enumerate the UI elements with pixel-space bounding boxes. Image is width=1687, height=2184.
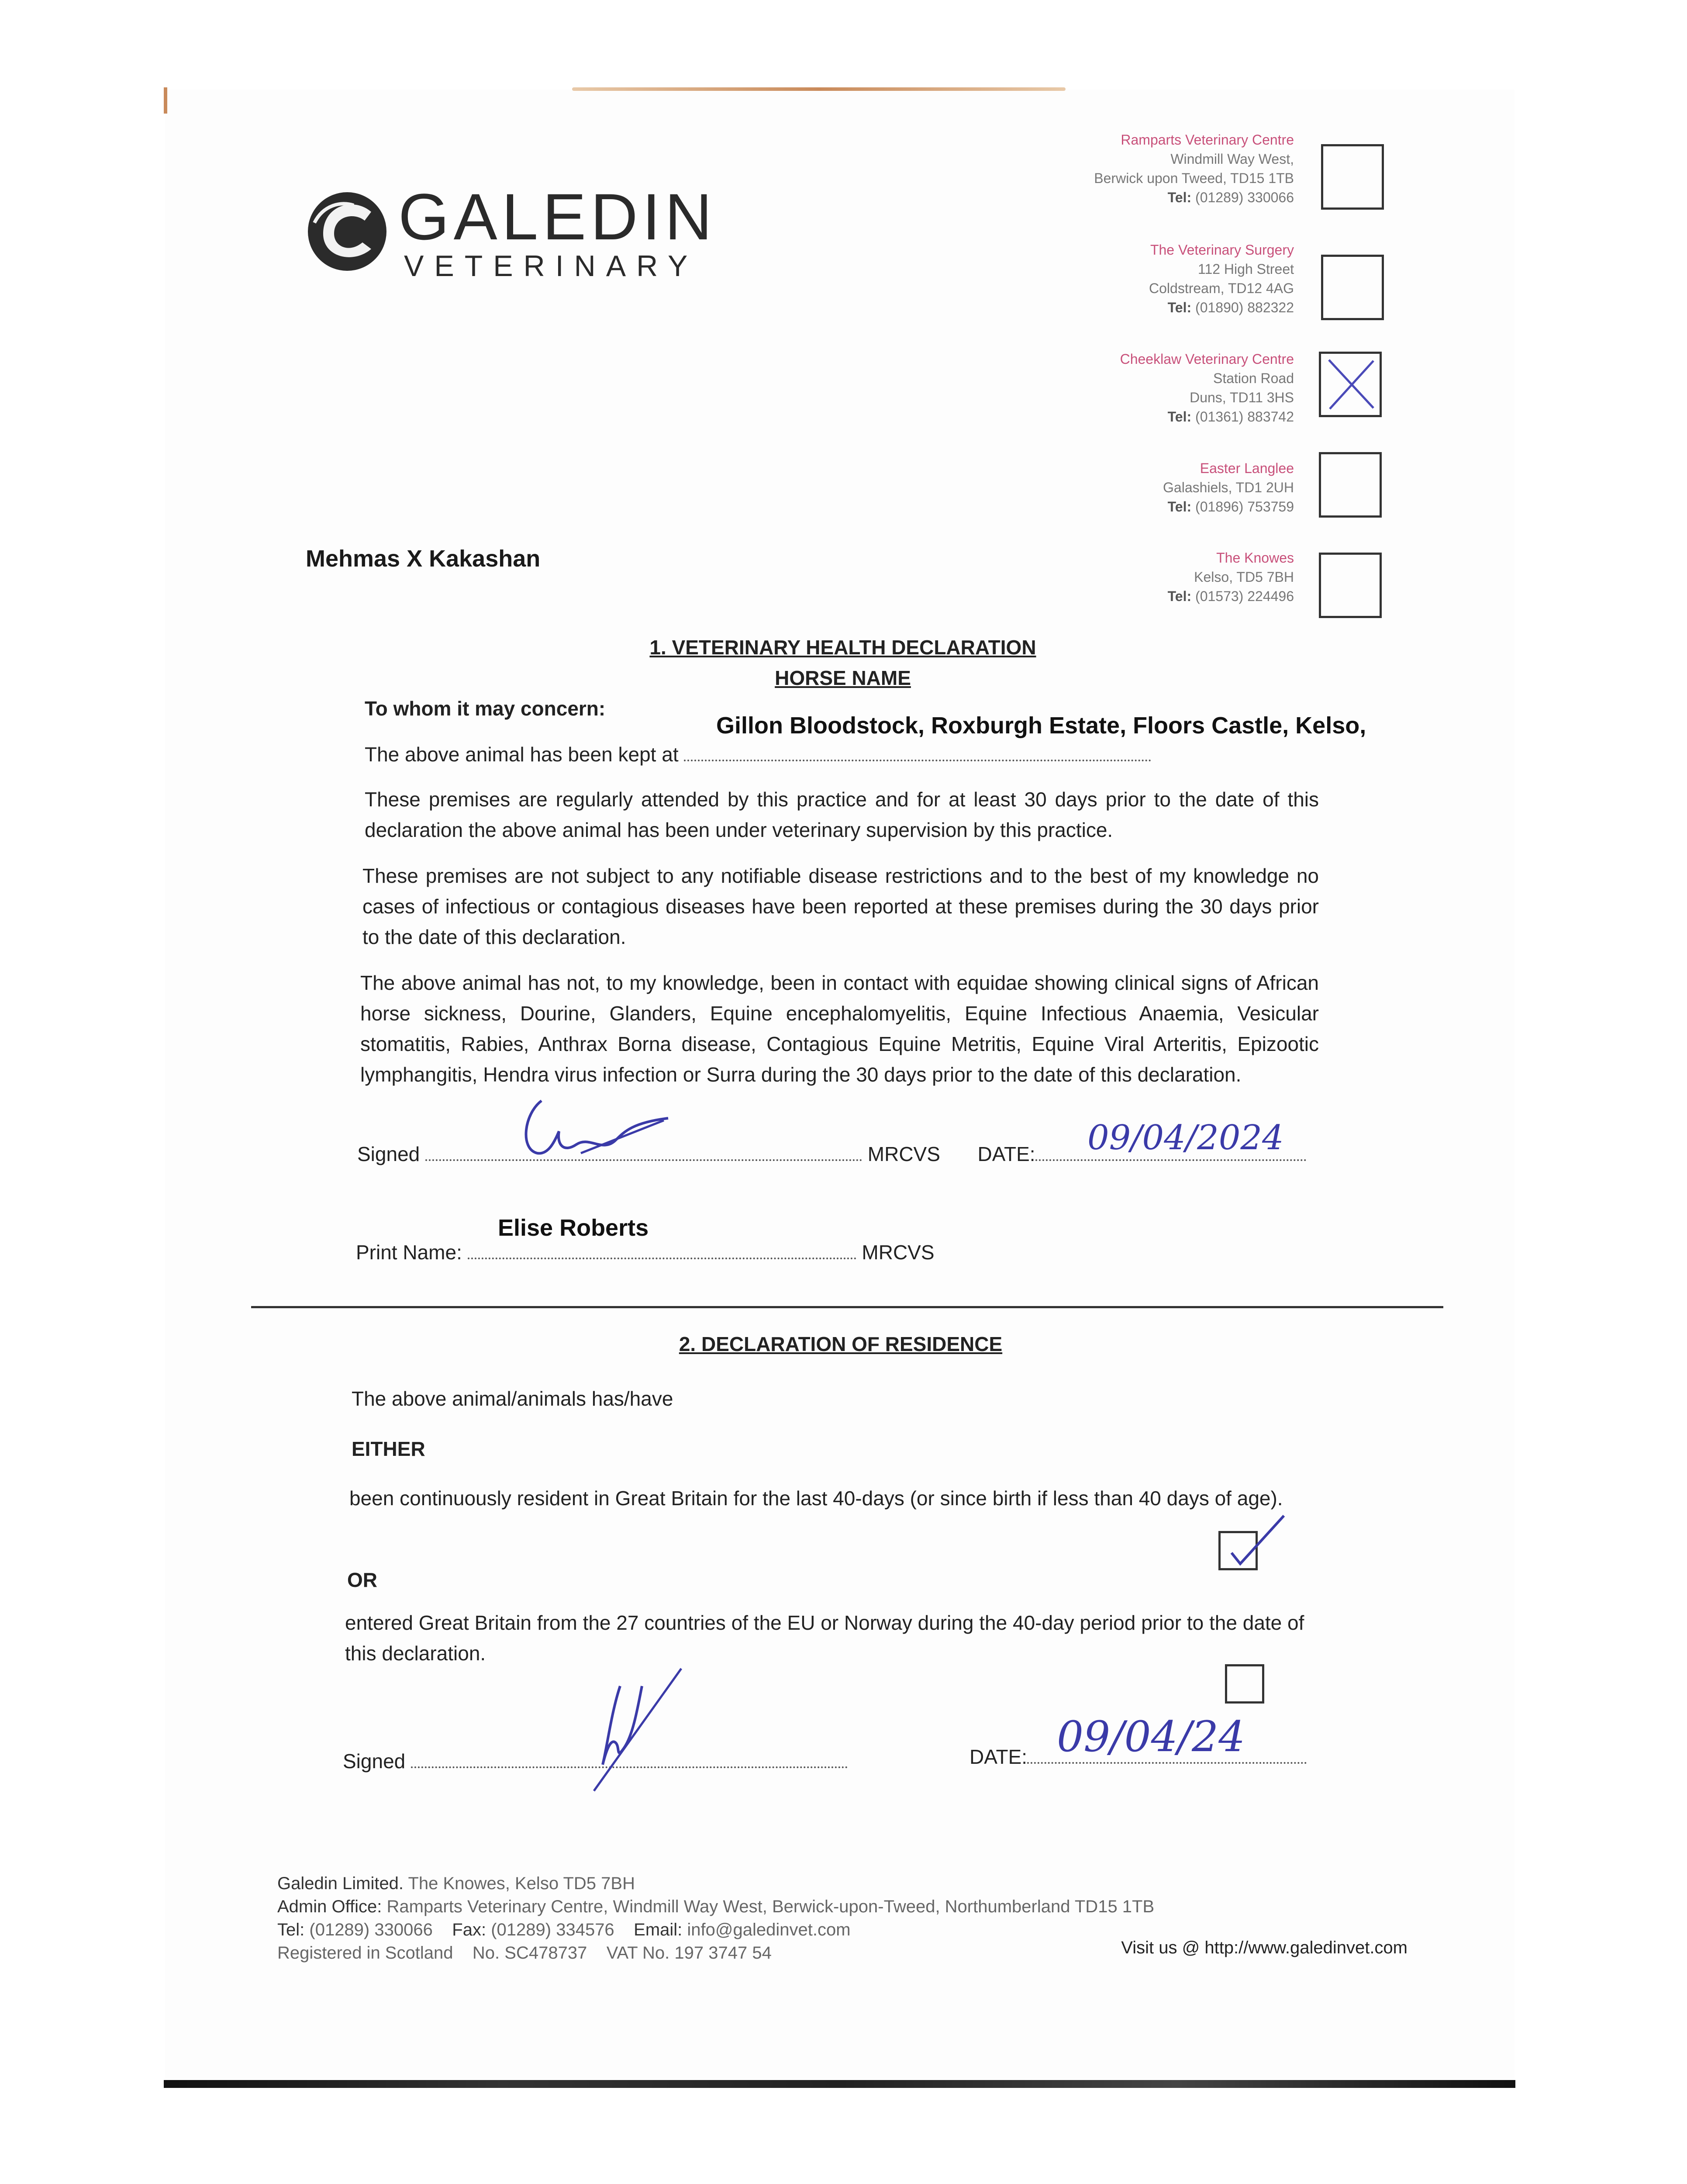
practice-tel: (01573) 224496 xyxy=(1195,588,1294,604)
practice-address: Windmill Way West, xyxy=(1170,151,1294,167)
practice-address: 112 High Street xyxy=(1198,261,1294,277)
logo-name: GALEDIN xyxy=(398,180,717,253)
footer-contact-line xyxy=(277,1918,851,1942)
practice-the-knowes xyxy=(1168,548,1294,606)
footer-vat: VAT No. 197 3747 54 xyxy=(606,1943,772,1963)
practice-ramparts xyxy=(1094,130,1294,207)
signed-label: Signed xyxy=(357,1143,420,1165)
date-label: DATE: xyxy=(977,1143,1035,1165)
footer-registered: Registered in Scotland xyxy=(277,1943,453,1963)
footer-registration-line xyxy=(277,1941,772,1965)
practice-name: Cheeklaw Veterinary Centre xyxy=(1120,351,1294,367)
practice-address: Berwick upon Tweed, TD15 1TB xyxy=(1094,170,1294,186)
horse-name-heading: HORSE NAME xyxy=(775,667,911,689)
declaration-paragraph-2: These premises are not subject to any notifiable disease restrictions and to the best of my knowledge no cases of infectious or contagious diseases have been reported at these premises during the 30 days prior to the date of this declaration. xyxy=(362,864,1319,948)
date-field[interactable] xyxy=(1027,1762,1307,1764)
residence-intro: The above animal/animals has/have xyxy=(352,1387,673,1410)
cross-mark-icon xyxy=(1321,354,1380,415)
practice-address: Duns, TD11 3HS xyxy=(1190,390,1294,405)
footer-visit-link[interactable]: Visit us @ http://www.galedinvet.com xyxy=(1121,1938,1408,1957)
footer-company-address: The Knowes, Kelso TD5 7BH xyxy=(408,1874,635,1893)
practice-address: Galashiels, TD1 2UH xyxy=(1163,480,1294,495)
practice-checkbox-cheeklaw[interactable] xyxy=(1319,352,1382,417)
footer-email[interactable]: info@galedinvet.com xyxy=(687,1920,851,1939)
footer-tel-label: Tel: xyxy=(277,1920,305,1939)
print-name-label: Print Name: xyxy=(356,1241,462,1264)
residence-option-2-checkbox[interactable] xyxy=(1225,1664,1264,1704)
footer-admin-line xyxy=(277,1895,1154,1918)
signed-label: Signed xyxy=(343,1750,406,1773)
practice-name: The Veterinary Surgery xyxy=(1150,242,1294,258)
footer-email-label: Email: xyxy=(634,1920,683,1939)
print-name-value: Elise Roberts xyxy=(498,1215,649,1241)
print-name-line xyxy=(356,1241,935,1264)
section-divider xyxy=(251,1306,1443,1308)
either-label: EITHER xyxy=(352,1438,425,1460)
tick-mark-icon xyxy=(1223,1511,1288,1572)
page-edge-top xyxy=(572,87,1066,91)
practice-address: Coldstream, TD12 4AG xyxy=(1149,280,1294,296)
practice-tel: (01896) 753759 xyxy=(1195,499,1294,515)
logo-subtitle: VETERINARY xyxy=(404,249,698,283)
practice-veterinary-surgery xyxy=(1149,240,1294,317)
tel-label: Tel: xyxy=(1167,190,1192,205)
page-edge-bottom xyxy=(164,2080,1515,2088)
kept-at-line xyxy=(365,743,1151,766)
to-whom-label: To whom it may concern: xyxy=(365,697,606,720)
section2-heading: 2. DECLARATION OF RESIDENCE xyxy=(679,1333,1003,1355)
signature-1-icon xyxy=(515,1088,681,1171)
section1-date-handwritten: 09/04/2024 xyxy=(1087,1118,1284,1158)
horse-owner-name: Mehmas X Kakashan xyxy=(306,546,541,572)
page-edge-left xyxy=(164,87,167,114)
practice-cheeklaw xyxy=(1120,349,1294,426)
section1-heading: 1. VETERINARY HEALTH DECLARATION xyxy=(649,636,1036,659)
practice-tel: (01289) 330066 xyxy=(1195,190,1294,205)
practice-name: Easter Langlee xyxy=(1200,460,1294,476)
mrcvs-label: MRCVS xyxy=(862,1241,935,1264)
practice-checkbox-easter-langlee[interactable] xyxy=(1319,452,1382,518)
residence-option-2: entered Great Britain from the 27 countries of the EU or Norway during the 40-day period prior to the date of this declaration. xyxy=(345,1611,1304,1665)
tel-label: Tel: xyxy=(1167,499,1192,515)
galedin-logo-icon xyxy=(306,188,389,275)
footer-fax: (01289) 334576 xyxy=(491,1920,614,1939)
tel-label: Tel: xyxy=(1167,300,1192,315)
footer-admin-label: Admin Office: xyxy=(277,1897,382,1916)
date-field[interactable] xyxy=(1035,1159,1306,1161)
footer-company: Galedin Limited. xyxy=(277,1874,404,1893)
residence-option-1: been continuously resident in Great Britain for the last 40-days (or since birth if less than 40 days of age). xyxy=(349,1487,1283,1510)
or-label: OR xyxy=(347,1569,377,1591)
practice-tel: (01361) 883742 xyxy=(1195,409,1294,425)
footer-company-line xyxy=(277,1872,635,1895)
practice-checkbox-veterinary-surgery[interactable] xyxy=(1321,255,1384,320)
footer-company-number: No. SC478737 xyxy=(472,1943,587,1963)
footer-admin-address: Ramparts Veterinary Centre, Windmill Way West, Berwick-upon-Tweed, Northumberland TD15 1TB xyxy=(386,1897,1155,1916)
kept-at-value: Gillon Bloodstock, Roxburgh Estate, Floors Castle, Kelso, xyxy=(716,712,1366,739)
mrcvs-label: MRCVS xyxy=(867,1143,940,1165)
declaration-paragraph-1: These premises are regularly attended by this practice and for at least 30 days prior to the date of this declaration the above animal has been under veterinary supervision by this practice. xyxy=(365,788,1319,841)
practice-name: Ramparts Veterinary Centre xyxy=(1121,132,1294,148)
print-name-field[interactable] xyxy=(468,1258,856,1259)
practice-name: The Knowes xyxy=(1216,550,1294,566)
practice-checkbox-ramparts[interactable] xyxy=(1321,144,1384,210)
practice-address: Kelso, TD5 7BH xyxy=(1194,569,1294,585)
signature-2-icon xyxy=(568,1660,690,1800)
practice-tel: (01890) 882322 xyxy=(1195,300,1294,315)
footer-fax-label: Fax: xyxy=(452,1920,486,1939)
tel-label: Tel: xyxy=(1167,588,1192,604)
practice-easter-langlee xyxy=(1163,459,1294,516)
tel-label: Tel: xyxy=(1167,409,1192,425)
practice-checkbox-the-knowes[interactable] xyxy=(1319,553,1382,618)
practice-address: Station Road xyxy=(1213,370,1294,386)
date-label: DATE: xyxy=(969,1745,1028,1768)
declaration-paragraph-3: The above animal has not, to my knowledge, been in contact with equidae showing clinical signs of African horse sickness, Dourine, Glanders, Equine encephalomyelitis, Equine Infectious Anaemia, Vesicular stomatitis, Rabies, Anthrax Borna disease, Contagious Equine Metritis, Equine Viral Arteritis, Epizootic lymphangitis, Hendra virus infection or Surra during the 30 days prior to the date of this declaration. xyxy=(360,971,1319,1086)
kept-at-field[interactable] xyxy=(684,760,1151,761)
kept-at-label: The above animal has been kept at xyxy=(365,743,679,766)
footer-tel: (01289) 330066 xyxy=(309,1920,433,1939)
section2-date-handwritten: 09/04/24 xyxy=(1057,1712,1245,1761)
